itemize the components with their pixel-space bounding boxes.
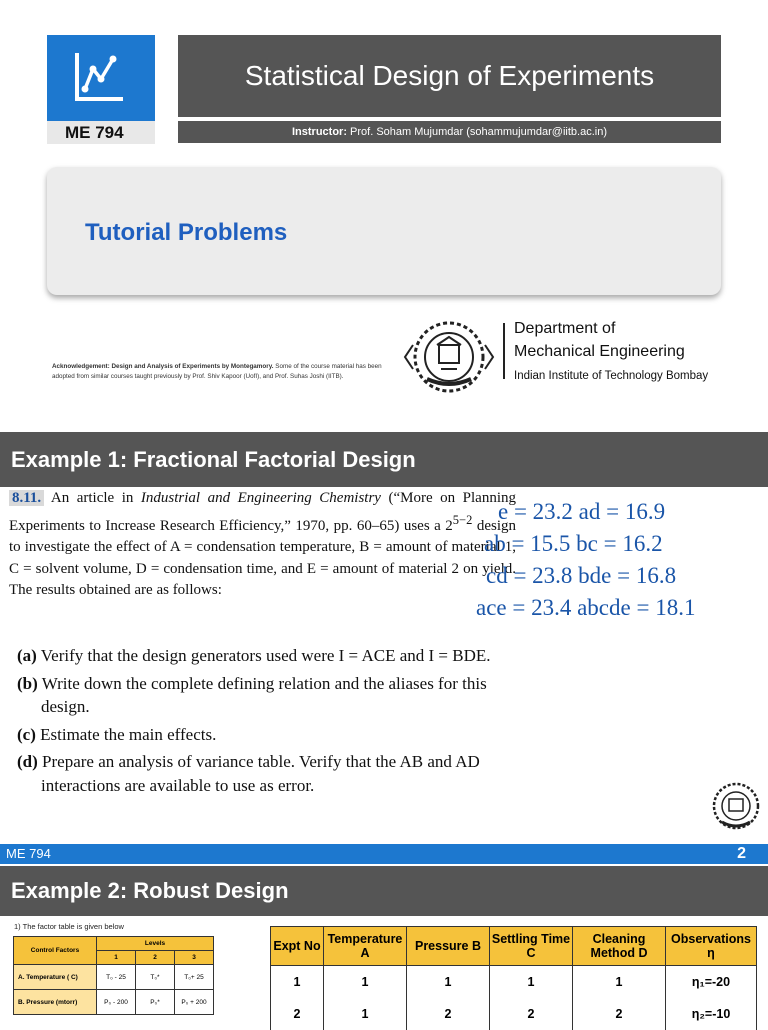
part-text: Write down the complete defining relation and the aliases for this design.	[41, 673, 487, 716]
factor-value: P₀*	[136, 990, 175, 1015]
instructor-line	[178, 121, 721, 143]
factor-value: P₀ + 200	[175, 990, 214, 1015]
course-title: Statistical Design of Experiments	[178, 35, 721, 117]
slide-footer	[0, 844, 768, 864]
experiment-table	[270, 926, 757, 1030]
ack-label: Acknowledgement: Design and Analysis of Experiments by Montegamory.	[52, 363, 274, 370]
part-item	[17, 672, 497, 719]
factor-value: P₀ - 200	[97, 990, 136, 1015]
factor-table	[13, 936, 214, 1015]
result-line: e = 23.2 ad = 16.9	[498, 499, 666, 524]
ack-text: Some of the course material has been adopted from similar courses taught previously by Prof. Shiv Kapoor (UofI), and Prof. Suhas Joshi (IITB).	[52, 363, 382, 380]
factor-value: T₀*	[136, 965, 175, 990]
table-cell: 2	[407, 998, 490, 1030]
factor-value: T₀ - 25	[97, 965, 136, 990]
level-header: 3	[175, 951, 214, 965]
slide-heading: Example 2: Robust Design	[0, 866, 768, 916]
table-cell: 1	[573, 966, 666, 999]
chart-logo-icon	[47, 35, 155, 121]
acknowledgement	[52, 362, 387, 382]
problem-text-3: design to investigate the effect of A = condensation temperature, B = amount of material 1, C = solvent volume, D = condensation time, and E = amount of material 2 on yield. The results obtained are as follows:	[9, 517, 516, 598]
col-header: Cleaning Method D	[573, 927, 666, 966]
logo-divider	[503, 323, 505, 379]
table-cell: 2	[490, 998, 573, 1030]
course-logo	[47, 35, 155, 121]
problem-text-2: (“More on Planning Experiments to Increase Research Efficiency,” 1970, pp. 60–65) uses a 2	[9, 490, 516, 534]
level-header: 2	[136, 951, 175, 965]
design-power: 5−2	[452, 512, 473, 527]
table-cell: η₂=-10	[666, 998, 757, 1030]
part-item	[17, 723, 497, 747]
part-item	[17, 750, 497, 797]
table-row	[271, 966, 757, 999]
col-header: Pressure B	[407, 927, 490, 966]
journal-name: Industrial and Engineering Chemistry	[140, 490, 381, 506]
institute-name: Indian Institute of Technology Bombay	[514, 370, 709, 382]
result-line: ace = 23.4 abcde = 18.1	[476, 595, 696, 620]
table-cell: 2	[271, 998, 324, 1030]
factor-col-header: Control Factors	[14, 937, 97, 965]
example1-slide	[0, 432, 768, 864]
table-cell: 2	[573, 998, 666, 1030]
result-line: ab = 15.5 bc = 16.2	[484, 531, 663, 556]
factor-note: 1) The factor table is given below	[14, 922, 124, 931]
iitb-seal-icon	[708, 778, 764, 839]
problem-number: 8.11.	[9, 490, 44, 506]
iitb-seal-icon	[403, 315, 495, 404]
instructor-label: Instructor:	[292, 126, 347, 138]
level-header: 1	[97, 951, 136, 965]
part-label: (d)	[17, 752, 38, 771]
department-line-1: Department of	[514, 320, 616, 337]
part-text: Verify that the design generators used were I = ACE and I = BDE.	[40, 646, 491, 665]
page-number: 2	[737, 845, 746, 862]
part-item	[17, 644, 497, 668]
title-slide	[0, 0, 768, 428]
part-label: (a)	[17, 646, 37, 665]
footer-course-code: ME 794	[6, 846, 51, 861]
tutorial-title: Tutorial Problems	[85, 219, 288, 246]
part-label: (b)	[17, 673, 38, 693]
slide-heading: Example 1: Fractional Factorial Design	[0, 432, 768, 487]
table-cell: 1	[271, 966, 324, 999]
tutorial-card	[47, 167, 721, 295]
col-header: Temperature A	[324, 927, 407, 966]
factor-label: B. Pressure (mtorr)	[14, 990, 97, 1015]
results-list	[470, 496, 768, 624]
col-header: Settling Time C	[490, 927, 573, 966]
department-line-2: Mechanical Engineering	[514, 343, 685, 360]
table-row	[14, 990, 214, 1015]
table-cell: 1	[407, 966, 490, 999]
table-row	[14, 965, 214, 990]
problem-parts	[17, 644, 497, 801]
levels-header: Levels	[97, 937, 214, 951]
col-header: Expt No	[271, 927, 324, 966]
table-row	[271, 998, 757, 1030]
table-cell: 1	[324, 966, 407, 999]
factor-label: A. Temperature ( C)	[14, 965, 97, 990]
table-cell: η₁=-20	[666, 966, 757, 999]
part-text: Prepare an analysis of variance table. Verify that the AB and AD interactions are available to use as error.	[41, 752, 480, 795]
example2-slide	[0, 866, 768, 1024]
course-code: ME 794	[47, 121, 155, 144]
factor-value: T₀+ 25	[175, 965, 214, 990]
col-header: Observations η	[666, 927, 757, 966]
table-cell: 1	[324, 998, 407, 1030]
part-text: Estimate the main effects.	[40, 724, 217, 744]
result-line: cd = 23.8 bde = 16.8	[486, 563, 677, 588]
part-label: (c)	[17, 724, 36, 744]
table-cell: 1	[490, 966, 573, 999]
instructor-name: Prof. Soham Mujumdar (sohammujumdar@iitb.ac.in)	[347, 126, 607, 138]
problem-text-1: An article in	[50, 490, 141, 506]
problem-statement	[9, 488, 516, 602]
